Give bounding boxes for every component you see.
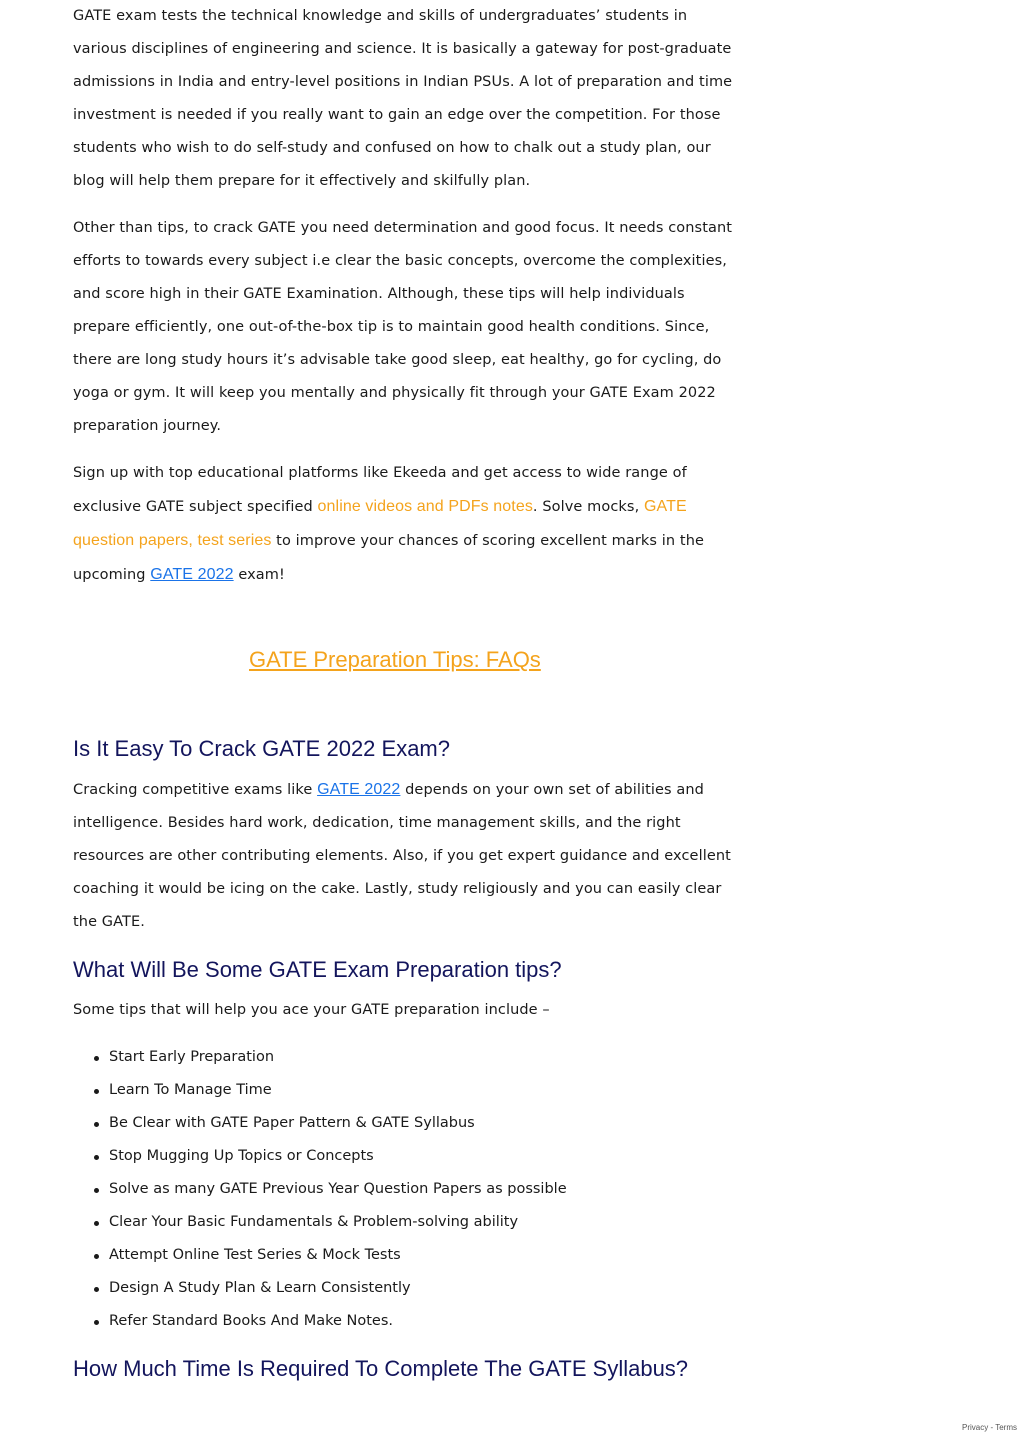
bullet-icon bbox=[94, 1122, 99, 1127]
privacy-link[interactable]: Privacy bbox=[962, 1423, 989, 1432]
question-2-answer-block bbox=[73, 994, 733, 1338]
tip-text: Design A Study Plan & Learn Consistently bbox=[109, 1280, 411, 1296]
question-papers-link[interactable]: GATE question papers, test series bbox=[73, 498, 687, 549]
question-2-heading: What Will Be Some GATE Exam Preparation tips? bbox=[73, 957, 562, 982]
intro-paragraph-3-text-4: exam! bbox=[233, 567, 285, 583]
question-1-answer bbox=[73, 773, 733, 939]
intro-paragraph-1: GATE exam tests the technical knowledge and skills of undergraduates’ students in various disciplines of engineering and science. It is basically a gateway for post-graduate admissions in India and entry-level positions in Indian PSUs. A lot of preparation and time investment is needed if you really want to gain an edge over the competition. For those students who wish to do self-study and confused on how to chalk out a study plan, our blog will help them prepare for it effectively and skilfully plan. bbox=[73, 8, 733, 189]
intro-paragraph-3 bbox=[73, 457, 733, 592]
bullet-icon bbox=[94, 1254, 99, 1259]
recaptcha-footer bbox=[962, 1423, 1017, 1432]
question-1-answer-block bbox=[73, 773, 733, 939]
intro-paragraph-3-text-2: . Solve mocks, bbox=[532, 499, 644, 515]
tip-text: Stop Mugging Up Topics or Concepts bbox=[109, 1148, 374, 1164]
list-item bbox=[73, 1074, 733, 1107]
terms-link[interactable]: Terms bbox=[995, 1423, 1017, 1432]
bullet-icon bbox=[94, 1155, 99, 1160]
tip-text: Clear Your Basic Fundamentals & Problem-solving ability bbox=[109, 1214, 519, 1230]
tip-text: Attempt Online Test Series & Mock Tests bbox=[109, 1247, 401, 1263]
list-item bbox=[73, 1107, 733, 1140]
question-1-answer-text-1: Cracking competitive exams like bbox=[73, 782, 318, 798]
bullet-icon bbox=[94, 1320, 99, 1325]
list-item bbox=[73, 1173, 733, 1206]
faq-title-link[interactable]: GATE Preparation Tips: FAQs bbox=[249, 647, 541, 672]
intro-paragraph-2: Other than tips, to crack GATE you need determination and good focus. It needs constant efforts to towards every subject i.e clear the basic concepts, overcome the complexities, and score high in their GATE Examination. Although, these tips will help individuals prepare efficiently, one out-of-the-box tip is to maintain good health conditions. Since, there are long study hours it’s advisable take good sleep, eat healthy, go for cycling, do yoga or gym. It will keep you mentally and physically fit through your GATE Exam 2022 preparation journey. bbox=[73, 220, 733, 434]
tips-list bbox=[73, 1041, 733, 1338]
article-body bbox=[73, 0, 733, 592]
tip-text: Solve as many GATE Previous Year Question Papers as possible bbox=[109, 1181, 567, 1197]
tip-text: Refer Standard Books And Make Notes. bbox=[109, 1313, 393, 1329]
intro-paragraph-3-text-1: Sign up with top educational platforms like Ekeeda and get access to wide range of exclusive GATE subject specified bbox=[73, 465, 687, 515]
question-1-heading: Is It Easy To Crack GATE 2022 Exam? bbox=[73, 736, 450, 761]
bullet-icon bbox=[94, 1188, 99, 1193]
intro-paragraph-3-text-3: to improve your chances of scoring excellent marks in the upcoming bbox=[73, 533, 705, 583]
list-item bbox=[73, 1140, 733, 1173]
tip-text: Start Early Preparation bbox=[109, 1049, 275, 1065]
bullet-icon bbox=[94, 1221, 99, 1226]
tip-text: Learn To Manage Time bbox=[109, 1082, 272, 1098]
list-item bbox=[73, 1272, 733, 1305]
gate-2022-link[interactable]: GATE 2022 bbox=[150, 566, 234, 583]
footer-separator: - bbox=[988, 1423, 996, 1432]
question-3-heading: How Much Time Is Required To Complete The GATE Syllabus? bbox=[73, 1356, 689, 1381]
question-1-answer-text-2: depends on your own set of abilities and intelligence. Besides hard work, dedication, time management skills, and the right resources are other contributing elements. Also, if you get expert guidance and excellent coaching it would be icing on the cake. Lastly, study religiously and you can easily clear the GATE. bbox=[73, 782, 731, 930]
list-item bbox=[73, 1041, 733, 1074]
gate-2022-link-2[interactable]: GATE 2022 bbox=[317, 781, 401, 798]
bullet-icon bbox=[94, 1056, 99, 1061]
list-item bbox=[73, 1239, 733, 1272]
question-2-lead: Some tips that will help you ace your GATE preparation include – bbox=[73, 1002, 550, 1018]
tip-text: Be Clear with GATE Paper Pattern & GATE Syllabus bbox=[109, 1115, 475, 1131]
online-videos-link[interactable]: online videos and PDFs notes bbox=[317, 498, 533, 515]
bullet-icon bbox=[94, 1089, 99, 1094]
bullet-icon bbox=[94, 1287, 99, 1292]
list-item bbox=[73, 1305, 733, 1338]
list-item bbox=[73, 1206, 733, 1239]
